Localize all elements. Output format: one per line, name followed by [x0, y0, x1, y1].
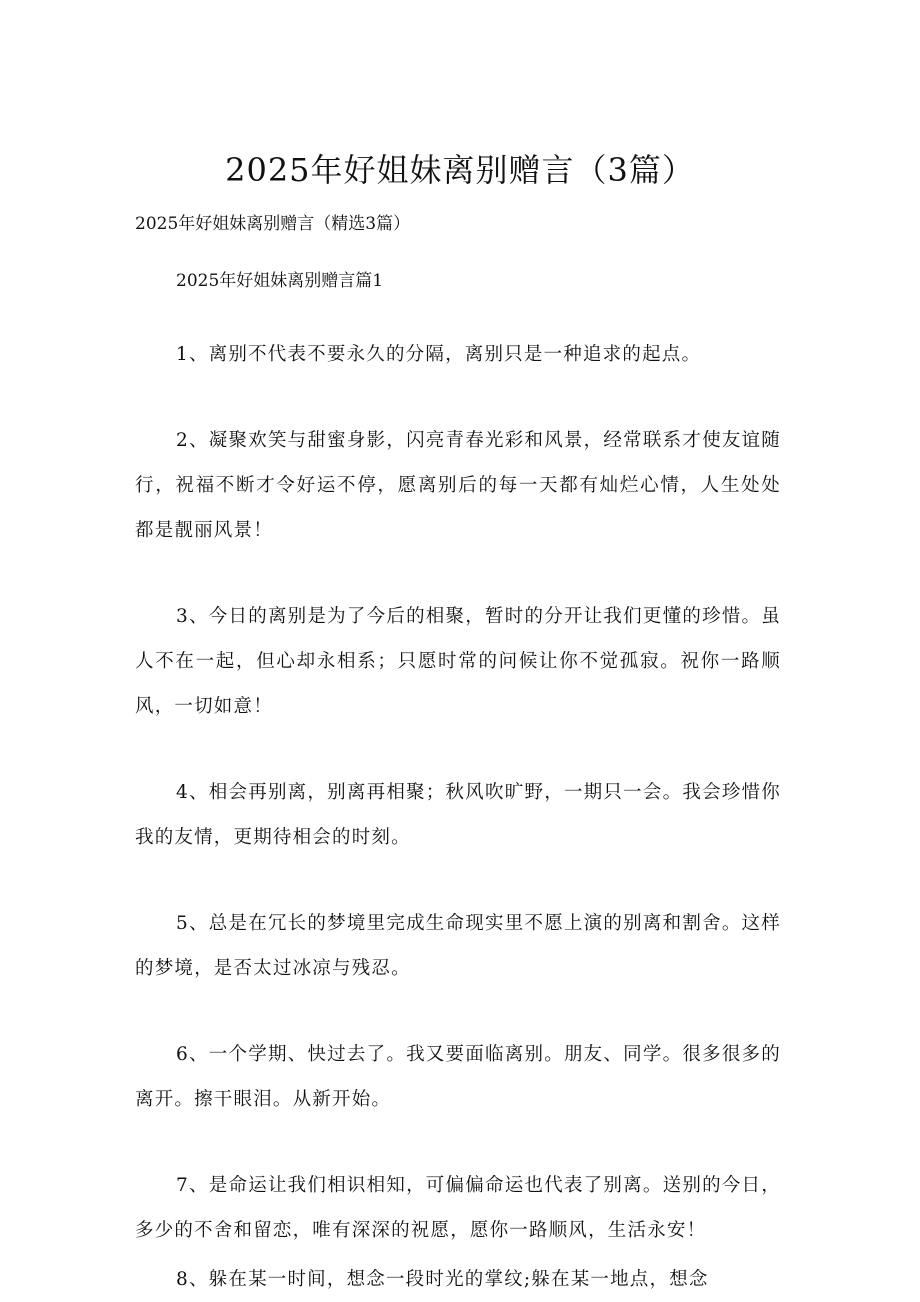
paragraph-7: 7、是命运让我们相识相知，可偏偏命运也代表了别离。送别的今日，多少的不舍和留恋，唯有深深的祝愿，愿你一路顺风，生活永安！ [135, 1175, 781, 1241]
paragraph-8: 8、躲在某一时间，想念一段时光的掌纹;躲在某一地点，想念 [176, 1269, 709, 1290]
paragraph-4: 4、相会再别离，别离再相聚；秋风吹旷野，一期只一会。我会珍惜你我的友情，更期待相会的时刻。 [135, 782, 781, 848]
paragraph-2: 2、凝聚欢笑与甜蜜身影，闪亮青春光彩和风景，经常联系才使友谊随行，祝福不断才令好运不停，愿离别后的每一天都有灿烂心情，人生处处都是靓丽风景！ [135, 430, 781, 541]
paragraph-5: 5、总是在冗长的梦境里完成生命现实里不愿上演的别离和割舍。这样的梦境，是否太过冰凉与残忍。 [135, 913, 781, 979]
section-heading: 2025年好姐妹离别赠言篇1 [176, 271, 384, 291]
document-title: 2025年好姐妹离别赠言（3篇） [225, 151, 695, 189]
document-body [135, 332, 781, 1302]
paragraph-1: 1、离别不代表不要永久的分隔，离别只是一种追求的起点。 [176, 344, 702, 365]
paragraph-3: 3、今日的离别是为了今后的相聚，暂时的分开让我们更懂的珍惜。虽人不在一起，但心却永相系；只愿时常的问候让你不觉孤寂。祝你一路顺风，一切如意！ [135, 606, 781, 717]
document-subtitle: 2025年好姐妹离别赠言（精选3篇） [135, 214, 411, 234]
paragraph-6: 6、一个学期、快过去了。我又要面临离别。朋友、同学。很多很多的离开。擦干眼泪。从新开始。 [135, 1044, 781, 1110]
